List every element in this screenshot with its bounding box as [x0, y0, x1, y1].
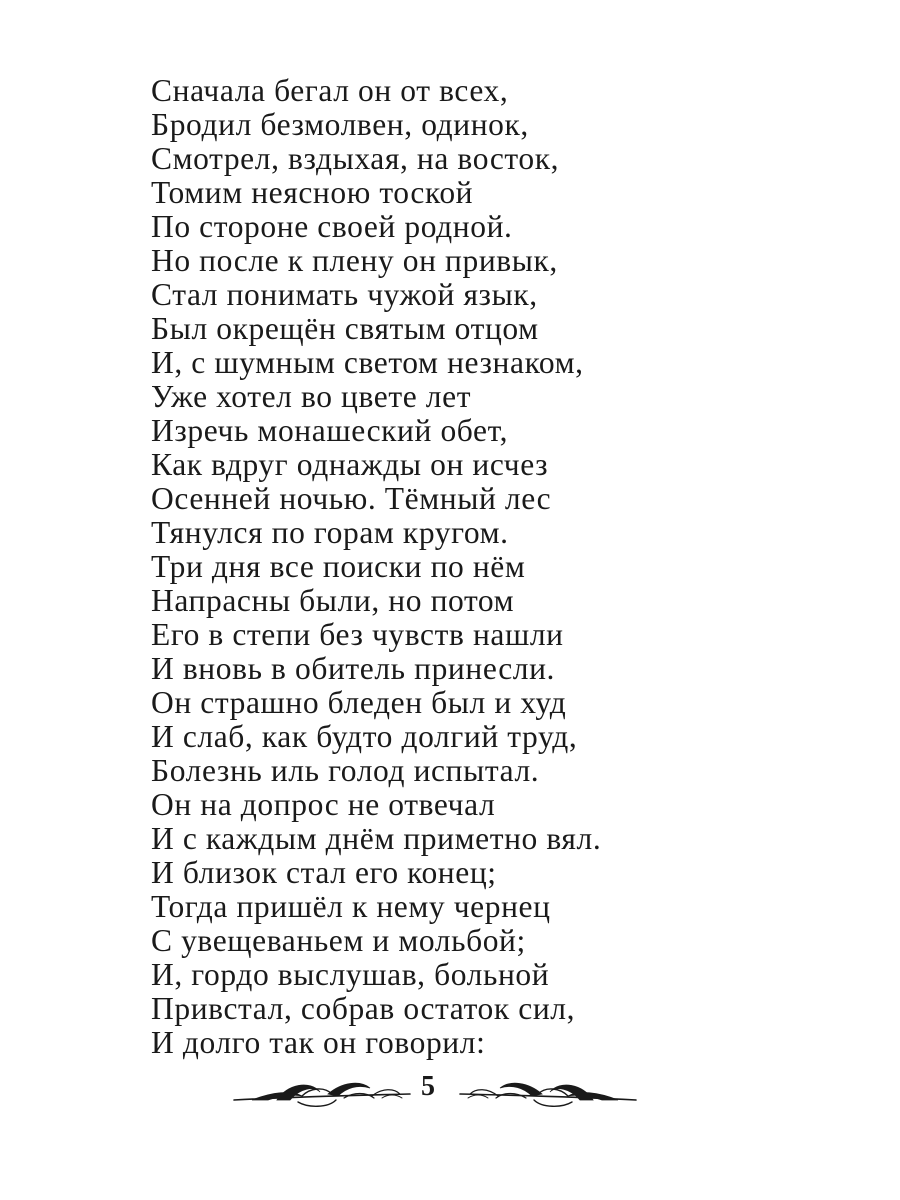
poem-line: Привстал, собрав остаток сил, [151, 991, 576, 1026]
flourish-ornament-icon [458, 1074, 638, 1110]
poem-line: Напрасны были, но потом [151, 583, 515, 618]
poem-line: И, гордо выслушав, больной [151, 957, 550, 992]
poem-line: Он страшно бледен был и худ [151, 685, 567, 720]
poem-line: И вновь в обитель принесли. [151, 651, 556, 686]
page-number: 5 [421, 1071, 435, 1102]
poem-line: С увещеваньем и мольбой; [151, 923, 526, 958]
poem-line: Тогда пришёл к нему чернец [151, 889, 551, 924]
poem-line: По стороне своей родной. [151, 209, 513, 244]
poem-line: Его в степи без чувств нашли [151, 617, 564, 652]
poem-line: Бродил безмолвен, одинок, [151, 107, 529, 142]
flourish-ornament-icon [232, 1074, 412, 1110]
poem-line: И близок стал его конец; [151, 855, 497, 890]
poem-line: Уже хотел во цвете лет [151, 379, 472, 414]
poem-line: Сначала бегал он от всех, [151, 73, 509, 108]
poem-line: И, с шумным светом незнаком, [151, 345, 584, 380]
poem-text [151, 74, 601, 1060]
poem-line: И долго так он говорил: [151, 1025, 486, 1060]
poem-line: Стал понимать чужой язык, [151, 277, 538, 312]
poem-line: Но после к плену он привык, [151, 243, 558, 278]
poem-line: Болезнь иль голод испытал. [151, 753, 540, 788]
poem-line: Тянулся по горам кругом. [151, 515, 509, 550]
poem-line: Томим неясною тоской [151, 175, 474, 210]
poem-line: Три дня все поиски по нём [151, 549, 526, 584]
poem-line: Осенней ночью. Тёмный лес [151, 481, 552, 516]
poem-line: Как вдруг однажды он исчез [151, 447, 549, 482]
page-footer [0, 1066, 900, 1116]
poem-line: Изречь монашеский обет, [151, 413, 509, 448]
poem-line: Он на допрос не отвечал [151, 787, 496, 822]
poem-line: Был окрещён святым отцом [151, 311, 539, 346]
poem-line: Смотрел, вздыхая, на восток, [151, 141, 560, 176]
poem-line: И слаб, как будто долгий труд, [151, 719, 578, 754]
poem-line: И с каждым днём приметно вял. [151, 821, 602, 856]
